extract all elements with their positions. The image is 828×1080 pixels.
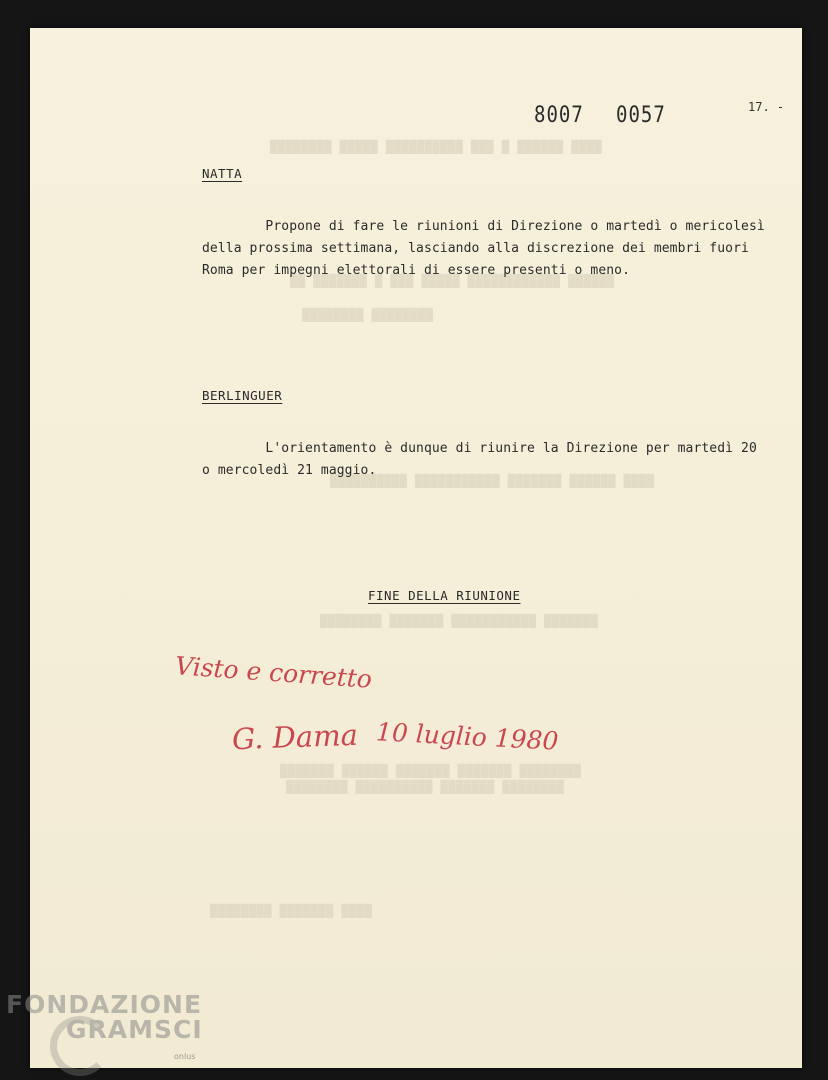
bleed-through-text: ███████ ██████ ███████ ███████ ████████ — [280, 764, 582, 778]
bleed-through-text: ████████ ████████ — [302, 308, 434, 322]
handwritten-date: 10 luglio 1980 — [375, 717, 560, 756]
bleed-through-text: ██████████ ███████████ ███████ ██████ ████ — [330, 474, 655, 488]
bleed-through-text: ████████ ██████████ ███████ ████████ — [286, 780, 565, 794]
document-page — [30, 28, 802, 1068]
handwritten-signature: G. Dama — [231, 717, 359, 757]
gramsci-g-logo-icon — [50, 1016, 110, 1076]
speaker-paragraph-natta: Propone di fare le riunioni di Direzione o martedì o mericolesì della prossima settimana, lasciando alla discrezione dei membri fuori Roma per impegni elettorali di essere presenti o meno. — [202, 219, 765, 278]
archive-stamp-number-left: 8007 — [534, 102, 584, 128]
archive-stamp-number-right: 0057 — [616, 102, 666, 128]
watermark-line1: FONDAZIONE — [6, 990, 203, 1019]
page-number: 17. - — [748, 100, 785, 114]
fondazione-gramsci-watermark — [6, 990, 203, 1061]
speaker-heading-natta: NATTA — [202, 166, 243, 181]
watermark-line2: GRAMSCI — [66, 1015, 203, 1044]
speaker-heading-berlinguer: BERLINGUER — [202, 388, 283, 403]
watermark-line3: onlus — [174, 1052, 196, 1061]
handwritten-approval: Visto e corretto — [174, 651, 373, 694]
bleed-through-text: ████████ ███████ ███████████ ███████ — [320, 614, 599, 628]
speaker-paragraph-berlinguer: L'orientamento è dunque di riunire la Direzione per martedì 20 o mercoledì 21 maggio. — [202, 441, 757, 478]
bleed-through-text: ██ ███████ █ ███ █████ ████████████ ██████ — [290, 274, 615, 288]
closing-heading: FINE DELLA RIUNIONE — [368, 588, 521, 603]
bleed-through-text: ████████ █████ ██████████ ███ █ ██████ ████ — [270, 140, 603, 154]
bleed-through-text: ████████ ███████ ████ — [210, 904, 373, 918]
